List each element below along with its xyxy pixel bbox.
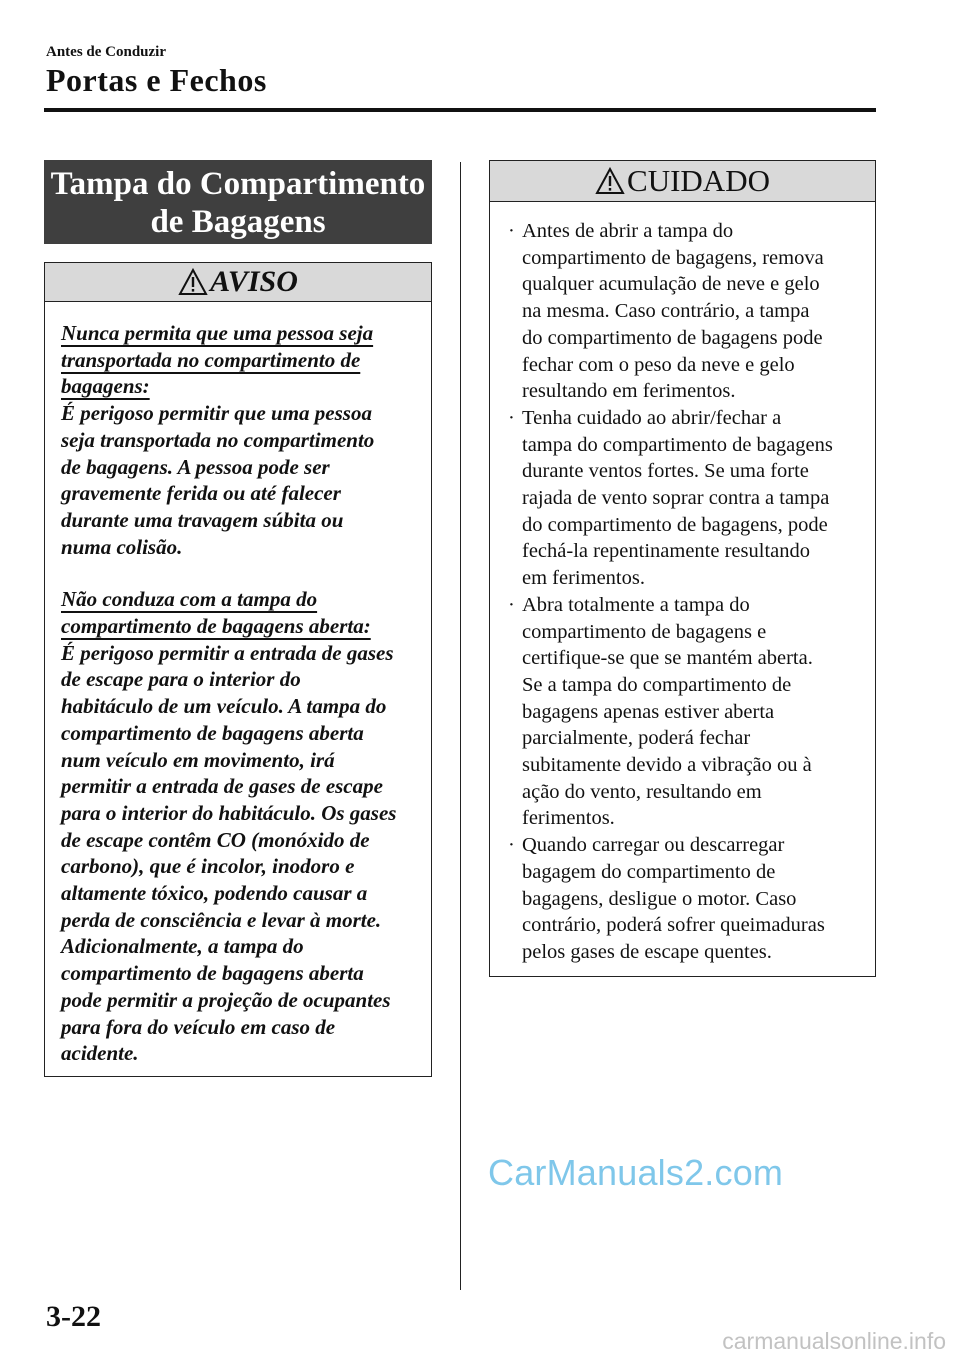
bullet-dot-icon: · (508, 593, 515, 616)
aviso-text-line: habitáculo de um veículo. A tampa do (61, 694, 387, 719)
cuidado-text-line: na mesma. Caso contrário, a tampa (522, 300, 810, 323)
cuidado-text-line: ação do vento, resultando em (522, 780, 762, 803)
cuidado-label: CUIDADO (627, 163, 770, 198)
aviso-p2-heading-line: Não conduza com a tampa do (61, 587, 318, 612)
warning-triangle-icon (595, 167, 625, 195)
cuidado-text-line: compartimento de bagagens, remova (522, 246, 824, 269)
bullet-dot-icon: · (508, 834, 515, 857)
aviso-text-line: carbono), que é incolor, inodoro e (61, 854, 355, 879)
cuidado-text-line: Quando carregar ou descarregar (522, 834, 785, 857)
aviso-p1-body (61, 400, 421, 560)
cuidado-text-line: durante ventos fortes. Se uma forte (522, 460, 809, 483)
aviso-text-line: gravemente ferida ou até falecer (61, 481, 341, 506)
aviso-p1-heading-line: Nunca permita que uma pessoa seja (61, 321, 374, 345)
cuidado-text-line: rajada de vento soprar contra a tampa (522, 487, 830, 510)
cuidado-text-line: bagagens, desligue o motor. Caso (522, 887, 797, 910)
bullet-dot-icon: · (508, 406, 515, 429)
cuidado-text-line: resultando em ferimentos. (522, 380, 736, 403)
cuidado-text-line: ferimentos. (522, 807, 615, 830)
aviso-p1-heading (61, 320, 421, 400)
section-title-line2: de Bagagens (150, 204, 326, 240)
cuidado-text-line: certifique-se que se mantém aberta. (522, 647, 813, 670)
cuidado-text-line: do compartimento de bagagens, pode (522, 513, 828, 536)
aviso-text-line: É perigoso permitir que uma pessoa (61, 401, 372, 426)
cuidado-text-line: Antes de abrir a tampa do (522, 220, 734, 242)
aviso-text-line: num veículo em movimento, irá (61, 747, 335, 772)
aviso-p2-heading-line: compartimento de bagagens aberta: (61, 614, 371, 639)
aviso-box (44, 262, 432, 1077)
cuidado-list (502, 218, 867, 966)
cuidado-text-line: contrário, poderá sofrer queimaduras (522, 914, 825, 937)
aviso-p2-body (61, 640, 421, 1067)
cuidado-item (502, 405, 867, 592)
aviso-text-line: pode permitir a projeção de ocupantes (61, 987, 391, 1012)
aviso-text-line: de bagagens. A pessoa pode ser (61, 454, 330, 479)
cuidado-text-line: tampa do compartimento de bagagens (522, 433, 833, 456)
aviso-text-line: para fora do veículo em caso de (61, 1014, 336, 1039)
aviso-text-line: altamente tóxico, podendo causar a (61, 881, 368, 906)
cuidado-text-line: compartimento de bagagens e (522, 620, 767, 643)
cuidado-text-line: fechá-la repentinamente resultando (522, 540, 810, 563)
cuidado-text-line: bagagem do compartimento de (522, 860, 776, 883)
header-rule (44, 108, 876, 112)
cuidado-text-line: parcialmente, poderá fechar (522, 727, 751, 750)
cuidado-text-line: Tenha cuidado ao abrir/fechar a (522, 406, 782, 429)
cuidado-item (502, 832, 867, 966)
cuidado-text-line: qualquer acumulação de neve e gelo (522, 273, 820, 296)
watermark-carmanuals2[interactable]: CarManuals2.com (488, 1152, 784, 1193)
bullet-dot-icon: · (508, 220, 515, 242)
cuidado-text-line: subitamente devido a vibração ou à (522, 754, 812, 777)
cuidado-item (502, 218, 867, 405)
cuidado-text-line: bagagens apenas estiver aberta (522, 700, 775, 723)
section-title-band (44, 160, 432, 244)
header-section-label: Antes de Conduzir (46, 44, 167, 60)
cuidado-text-line: do compartimento de bagagens pode (522, 326, 823, 349)
cuidado-text-line: Abra totalmente a tampa do (522, 593, 750, 616)
page-number: 3-22 (46, 1300, 101, 1333)
aviso-body (45, 302, 431, 1067)
cuidado-body (490, 202, 875, 966)
cuidado-text-line: em ferimentos. (522, 567, 645, 590)
aviso-text-line: para o interior do habitáculo. Os gases (61, 800, 397, 825)
paragraph-gap (61, 560, 421, 586)
aviso-header (45, 263, 431, 302)
aviso-text-line: Adicionalmente, a tampa do (61, 934, 304, 959)
aviso-text-line: de escape contêm CO (monóxido de (61, 827, 370, 852)
column-divider (460, 162, 461, 1290)
cuidado-text-line: pelos gases de escape quentes. (522, 940, 772, 963)
cuidado-box (489, 160, 876, 977)
aviso-text-line: perda de consciência e levar à morte. (61, 907, 382, 932)
aviso-text-line: acidente. (61, 1041, 139, 1066)
aviso-text-line: seja transportada no compartimento (61, 427, 375, 452)
warning-triangle-icon (178, 268, 208, 296)
aviso-p1-heading-line: bagagens: (61, 374, 150, 399)
aviso-p1-heading-line: transportada no compartimento de (61, 347, 361, 372)
aviso-text-line: numa colisão. (61, 534, 183, 559)
cuidado-text-line: Se a tampa do compartimento de (522, 673, 792, 696)
page-title: Portas e Fechos (46, 62, 267, 98)
aviso-text-line: de escape para o interior do (61, 667, 301, 692)
aviso-label: AVISO (210, 265, 298, 298)
aviso-text-line: compartimento de bagagens aberta (61, 720, 364, 745)
aviso-text-line: permitir a entrada de gases de escape (61, 774, 383, 799)
section-title-line1: Tampa do Compartimento (50, 166, 426, 202)
aviso-text-line: É perigoso permitir a entrada de gases (61, 640, 394, 665)
cuidado-text-line: fechar com o peso da neve e gelo (522, 353, 795, 376)
aviso-text-line: compartimento de bagagens aberta (61, 961, 364, 986)
cuidado-header (490, 161, 875, 202)
cuidado-item (502, 592, 867, 832)
footer-watermark[interactable]: carmanualsonline.info (722, 1328, 946, 1354)
aviso-text-line: durante uma travagem súbita ou (61, 507, 344, 532)
aviso-p2-heading (61, 586, 421, 639)
